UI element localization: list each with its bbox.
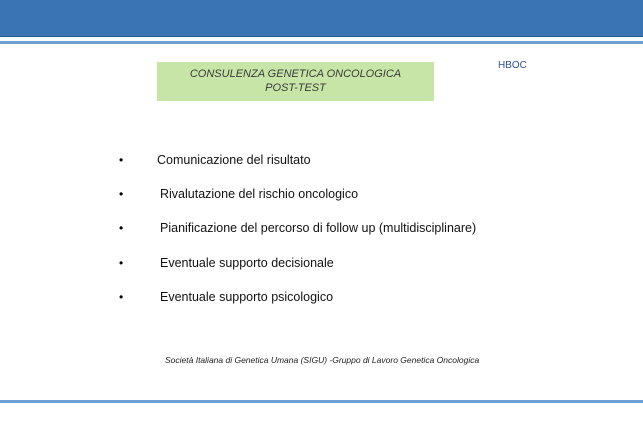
- footer-divider: [0, 400, 643, 403]
- bullet-text: Eventuale supporto decisionale: [160, 256, 334, 270]
- footer-credit: Società Italiana di Genetica Umana (SIGU) -Gruppo di Lavoro Genetica Oncologica: [165, 355, 480, 365]
- bullet-text: Rivalutazione del rischio oncologico: [160, 187, 359, 201]
- bullet-text: Eventuale supporto psicologico: [160, 290, 334, 304]
- bullet-icon: •: [119, 290, 124, 304]
- bullet-icon: •: [119, 256, 124, 270]
- bullet-text: Pianificazione del percorso di follow up (multidisciplinare): [160, 221, 477, 235]
- bullet-icon: •: [119, 221, 124, 235]
- header-divider: [0, 41, 643, 44]
- list-item: [0, 153, 600, 173]
- header-bar: [0, 0, 643, 37]
- hboc-label: HBOC: [498, 60, 527, 71]
- list-item: [0, 256, 600, 276]
- list-item: [0, 187, 600, 207]
- slide-title-box: [157, 62, 434, 101]
- bullet-icon: •: [119, 187, 124, 201]
- slide-title-line1: CONSULENZA GENETICA ONCOLOGICA: [189, 68, 402, 80]
- bullet-icon: •: [119, 153, 124, 167]
- slide-title-line2: POST-TEST: [265, 82, 326, 94]
- bullet-text: Comunicazione del risultato: [157, 153, 311, 167]
- list-item: [0, 290, 600, 310]
- list-item: [0, 221, 600, 241]
